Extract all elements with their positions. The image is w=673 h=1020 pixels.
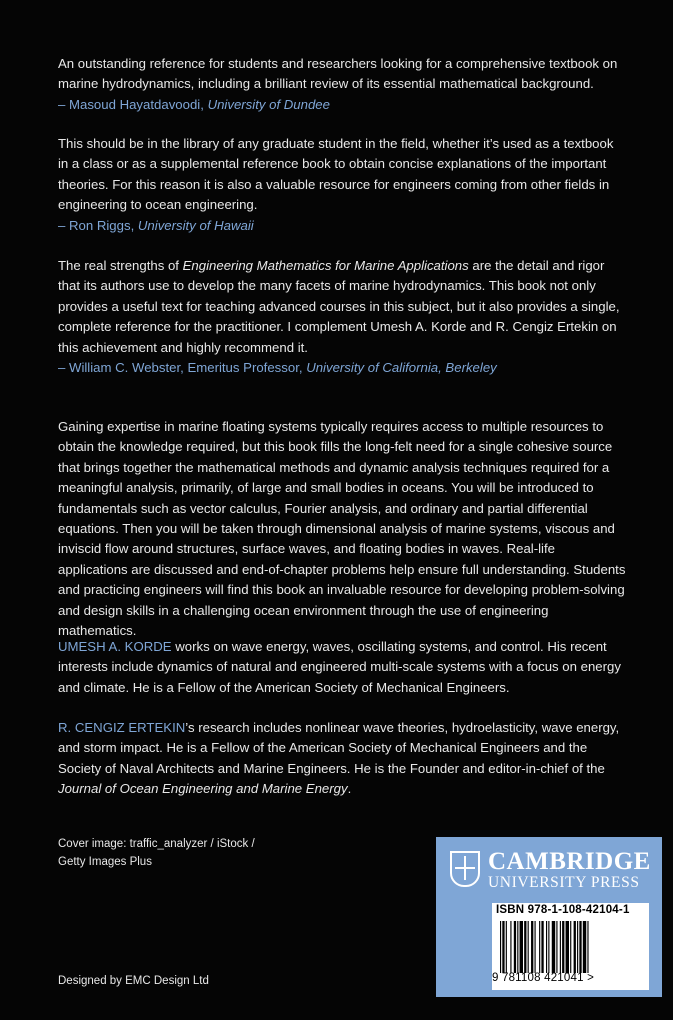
- isbn-label: ISBN 978-1-108-42104-1: [496, 904, 630, 916]
- designer-credit: Designed by EMC Design Ltd: [58, 975, 209, 987]
- barcode-icon: [500, 921, 643, 973]
- publisher-name: CAMBRIDGE: [488, 848, 651, 875]
- endorsement-1: An outstanding reference for students and researchers looking for a comprehensive textbook on marine hydrodynamics, including a brilliant review of its essential mathematical background. – Masoud Hayatdavoodi, University of Dundee: [58, 56, 618, 112]
- publisher-press: UNIVERSITY PRESS: [488, 874, 640, 891]
- author-name-ertekin: R. CENGIZ ERTEKIN: [58, 720, 186, 735]
- back-cover-text: [58, 54, 626, 797]
- author-bio-ertekin: R. CENGIZ ERTEKIN’s research includes nonlinear wave theories, hydroelasticity, wave energy, and storm impact. He is a Fellow of the American Society of Mechanical Engineers and the Society of Naval Architects and Marine Engineers. He is the Founder and editor-in-chief of the Journal of Ocean Engineering and Marine Energy.: [58, 720, 620, 797]
- author-bio-korde: UMESH A. KORDE works on wave energy, waves, oscillating systems, and control. His recent interests include dynamics of natural and engineered multi-scale systems with a focus on energy and climate. He is a Fellow of the American Society of Mechanical Engineers.: [58, 639, 621, 695]
- isbn-barcode: [492, 903, 649, 990]
- endorsement-1-attribution: – Masoud Hayatdavoodi, University of Dundee: [58, 96, 330, 112]
- book-description: Gaining expertise in marine floating systems typically requires access to multiple resources to obtain the knowledge required, but this book fills the long-felt need for a single cohesive source that brings together the mathematical methods and dynamic analysis techniques required for a meaningful analysis, primarily, of large and small bodies in oceans. You will be introduced to fundamentals such as vector calculus, Fourier analysis, and ordinary and partial differential equations. Then you will be taken through dimensional analysis of marine systems, viscous and inviscid flow around structures, surface waves, and floating bodies in waves. Real-life applications are discussed and end-of-chapter problems help ensure full understanding. Students and practicing engineers will find this book an invaluable resource for developing problem-solving and design skills in a challenging ocean environment through the use of engineering mathematics.: [58, 419, 626, 639]
- author-name-korde: UMESH A. KORDE: [58, 639, 172, 654]
- cambridge-logo: [450, 848, 651, 893]
- endorsement-2-attribution: – Ron Riggs, University of Hawaii: [58, 217, 254, 233]
- shield-icon: [450, 851, 480, 887]
- endorsement-3: The real strengths of Engineering Mathematics for Marine Applications are the detail and rigor that its authors use to develop the many facets of marine hydrodynamics. This book not only provides a useful text for teaching advanced courses in this subject, but it also provides a single, complete reference for the practitioner. I complement Umesh A. Korde and R. Cengiz Ertekin on this achievement and highly recommend it. – William C. Webster, Emeritus Professor, University of California, Berkeley: [58, 258, 620, 376]
- endorsement-2: This should be in the library of any graduate student in the field, whether it’s used as a textbook in a class or as a supplemental reference book to obtain concise explanations of the important theories. For this reason it is also a valuable resource for engineers coming from other fields in engineering to ocean engineering. – Ron Riggs, University of Hawaii: [58, 136, 614, 233]
- endorsement-3-attribution: – William C. Webster, Emeritus Professor, University of California, Berkeley: [58, 360, 497, 376]
- barcode-digits: 9 781108 421041 >: [492, 972, 594, 984]
- cover-image-credit: Cover image: traffic_analyzer / iStock / Getty Images Plus: [58, 838, 255, 868]
